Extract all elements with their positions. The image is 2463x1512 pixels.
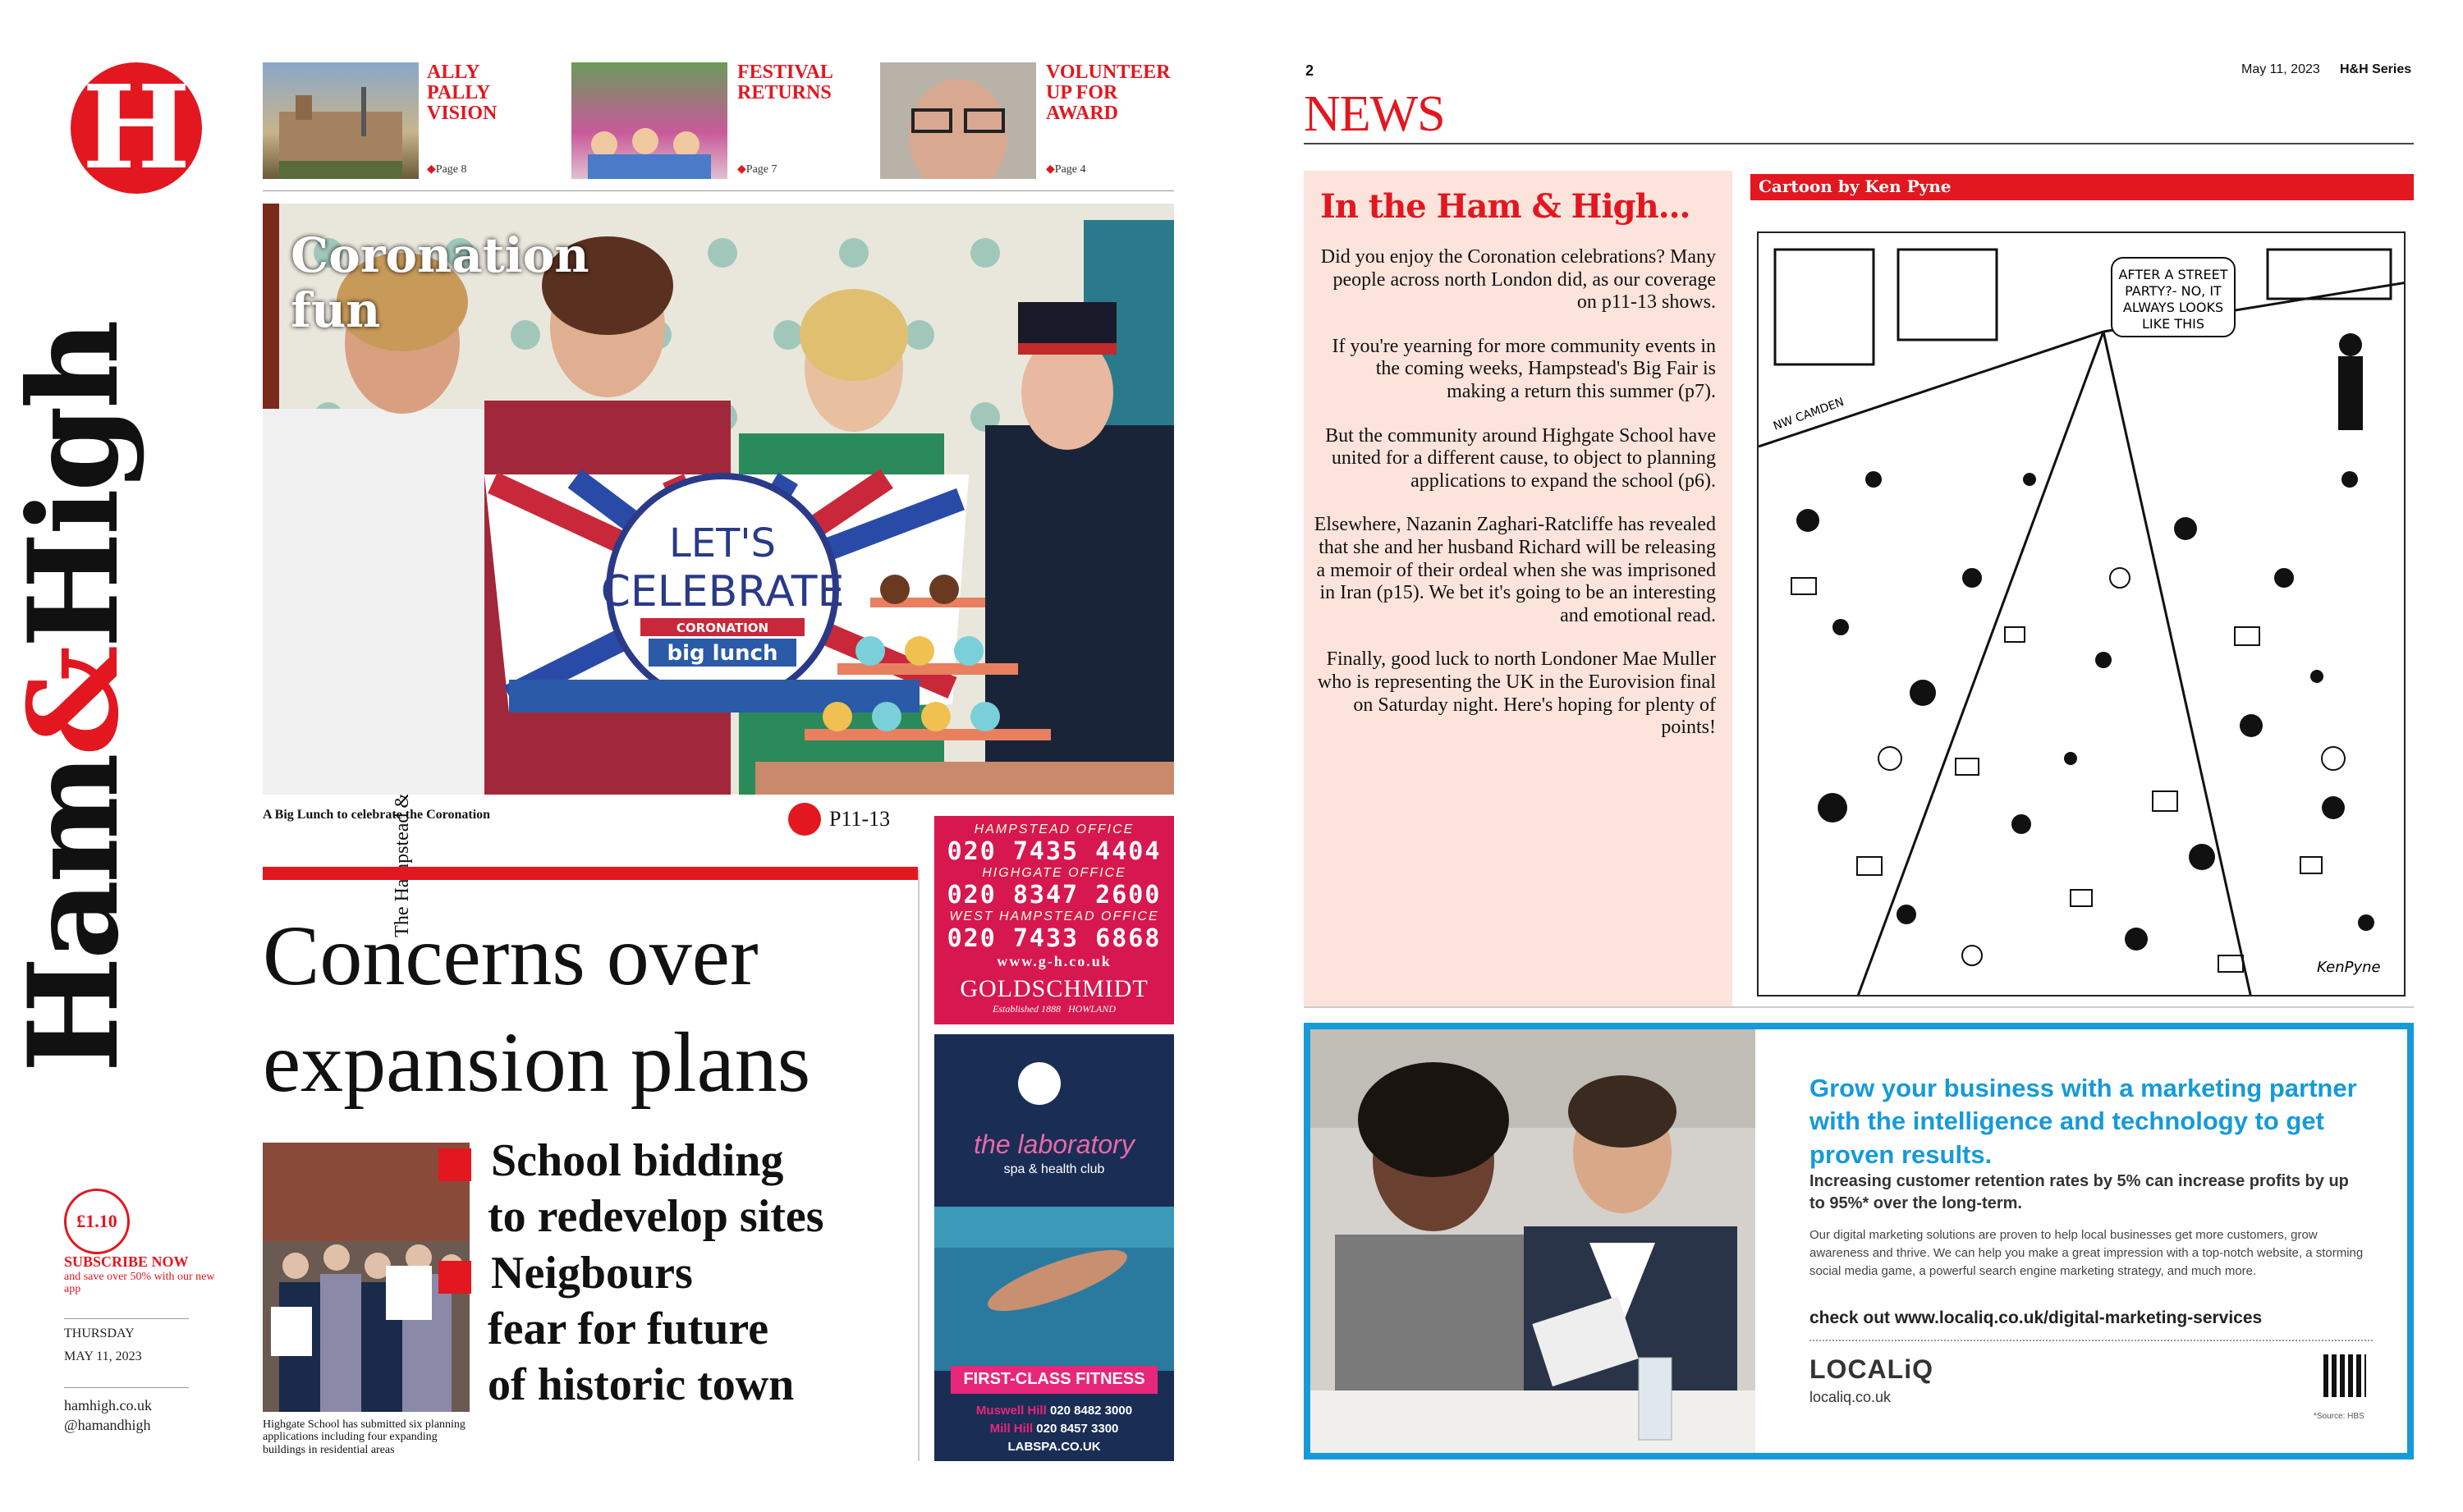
ad-body: Our digital marketing solutions are proven to help local businesses get more customers, grow awareness and thrive. We can help you make a great impression with a top-notch website, a storming social media game, a powerful search engine marketing strategy, and much more.: [1809, 1228, 2364, 1278]
box-paragraph: If you're yearning for more community events in the coming weeks, Hampstead's Big Fair is making a return this summer (p7).: [1332, 335, 1716, 402]
bullet-square-icon: [438, 1148, 471, 1181]
section-rule: [1304, 143, 2414, 144]
cartoon-sign: NW CAMDEN: [1771, 395, 1846, 433]
box-body: [1314, 246, 1716, 761]
banner-line2: CELEBRATE: [600, 567, 845, 616]
box-paragraph: Finally, good luck to north Londoner Mae Muller who is representing the UK in the Eurovision final on Saturday night. Here's hoping for plenty of points!: [1317, 648, 1716, 739]
localiq-logo: LOCALiQ: [1809, 1354, 1933, 1384]
box-title: In the Ham & High...: [1320, 187, 1690, 226]
teaser-image-festival[interactable]: [571, 62, 727, 179]
subscribe-promo[interactable]: [64, 1254, 220, 1296]
masthead-amp: &: [2, 648, 146, 757]
issue-date: MAY 11, 2023: [64, 1349, 142, 1363]
photo-title: Coronation fun: [291, 227, 589, 338]
teaser-page: ◆ Page 7: [737, 163, 777, 176]
website-link[interactable]: hamhigh.co.uk: [64, 1397, 152, 1413]
bubble-line: AFTER A STREET: [2118, 267, 2228, 282]
ad-subheadline: Increasing customer retention rates by 5% can increase profits by up to 95%* over the long-term.: [1809, 1172, 2349, 1212]
box-paragraph: But the community around Highgate School have united for a different cause, to object to planning applications to expand the school (p6).: [1325, 424, 1716, 492]
price-badge: £1.10: [64, 1189, 130, 1254]
ad-established: Established 1888: [992, 1003, 1061, 1015]
bullet-line: to redevelop sites: [488, 1191, 824, 1243]
banner-line3: CORONATION: [676, 621, 769, 635]
divider: [64, 1318, 189, 1319]
cartoon-label: Cartoon by Ken Pyne: [1750, 174, 2414, 200]
bullet-item: Neigbours: [438, 1245, 931, 1301]
cartoon-illustration[interactable]: [1757, 231, 2406, 997]
teaser-title[interactable]: FESTIVAL RETURNS: [737, 62, 833, 104]
localiq-url[interactable]: localiq.co.uk: [1809, 1389, 1892, 1405]
bubble-line: PARTY?- NO, IT: [2125, 283, 2222, 299]
office-label: WEST HAMPSTEAD OFFICE: [949, 909, 1159, 923]
ad-website[interactable]: www.g-h.co.uk: [997, 953, 1112, 969]
page-series: H&H Series: [2340, 62, 2412, 76]
social-handle[interactable]: @hamandhigh: [64, 1417, 151, 1433]
localiq-ad-photo[interactable]: [1310, 1029, 1755, 1453]
banner-line1: LET'S: [668, 520, 777, 566]
divider: [64, 1387, 189, 1388]
banner-line4: big lunch: [667, 641, 778, 666]
lab-website[interactable]: LABSPA.CO.UK: [1007, 1439, 1101, 1454]
bubble-line: ALWAYS LOOKS: [2122, 300, 2224, 315]
section-title: NEWS: [1304, 86, 1445, 142]
ad-divider: [1809, 1340, 2373, 1341]
office-phone[interactable]: 020 7435 4404: [947, 837, 1162, 866]
office-phone[interactable]: 020 7433 6868: [947, 924, 1162, 953]
main-headline[interactable]: Concerns over expansion plans: [263, 909, 811, 1110]
ad-headline: Grow your business with a marketing partner with the intelligence and technology to get proven results.: [1809, 1074, 2357, 1169]
masthead-part2: High: [2, 323, 146, 648]
in-this-issue-box: [1304, 171, 1732, 1006]
page-number: 2: [1305, 62, 1314, 79]
masthead: [0, 323, 148, 1073]
coronation-photo[interactable]: [263, 204, 1174, 795]
bullet-item: School bidding: [438, 1133, 931, 1189]
subscribe-sub: and save over 50% with our new app: [64, 1270, 215, 1296]
bullet-line: fear for future: [488, 1303, 769, 1354]
column-divider: [918, 870, 920, 1461]
divider: [263, 190, 1174, 191]
teaser-page: ◆ Page 4: [1046, 163, 1086, 176]
laboratory-spa-ad[interactable]: [934, 1034, 1174, 1461]
office-label: HAMPSTEAD OFFICE: [974, 822, 1135, 836]
logo-letter: H: [81, 61, 191, 195]
school-photo-caption: Highgate School has submitted six planning applications including four expanding buildings in residential areas: [263, 1418, 466, 1456]
masthead-part1: Ham: [2, 756, 146, 1073]
logo-circle: [71, 62, 202, 194]
teaser-image-volunteer[interactable]: [880, 62, 1036, 179]
lab-name: the laboratory: [974, 1129, 1135, 1159]
cartoon-signature: KenPyne: [2317, 959, 2381, 976]
standfirst-bullets: [488, 1133, 931, 1413]
page-date: May 11, 2023: [2241, 62, 2320, 76]
subscribe-label[interactable]: SUBSCRIBE NOW: [64, 1253, 189, 1270]
teaser-page: ◆ Page 8: [427, 163, 467, 176]
qr-code-icon[interactable]: [2323, 1354, 2366, 1397]
page-ref-label: P11-13: [829, 807, 891, 831]
lab-line[interactable]: Mill Hill 020 8457 3300: [989, 1421, 1119, 1436]
teaser-image-ally-pally[interactable]: [263, 62, 419, 179]
ad-brand2: HOWLAND: [1067, 1003, 1116, 1015]
lab-line[interactable]: Muswell Hill 020 8482 3000: [975, 1404, 1133, 1418]
office-phone[interactable]: 020 8347 2600: [947, 881, 1162, 909]
ad-brand: GOLDSCHMIDT: [960, 975, 1149, 1002]
goldschmidt-ad[interactable]: [934, 816, 1174, 1024]
diamond-icon: [788, 803, 821, 836]
bullet-square-icon: [438, 1261, 471, 1294]
issue-day: THURSDAY: [64, 1326, 135, 1340]
ad-source: *Source: HBS: [2314, 1412, 2364, 1421]
teaser-title[interactable]: ALLY PALLY VISION: [427, 62, 498, 125]
box-paragraph: Did you enjoy the Coronation celebrations? Many people across north London did, as our coverage on p11-13 shows.: [1320, 246, 1716, 314]
red-rule: [263, 867, 918, 880]
office-label: HIGHGATE OFFICE: [982, 866, 1126, 880]
photo-caption: A Big Lunch to celebrate the Coronation: [263, 808, 491, 822]
photo-page-ref[interactable]: [788, 803, 890, 836]
box-paragraph: Elsewhere, Nazanin Zaghari-Ratcliffe has revealed that she and her husband Richard will be releasing a memoir of their ordeal when she was imprisoned in Iran (p15). We bet it's going to be an interesting and emotional read.: [1314, 514, 1716, 626]
teaser-title[interactable]: VOLUNTEER UP FOR AWARD: [1046, 62, 1171, 125]
bubble-line: LIKE THIS: [2142, 316, 2204, 332]
divider: [1304, 1006, 2414, 1008]
page-two: [1232, 0, 2463, 1512]
lab-sub: spa & health club: [1003, 1162, 1105, 1176]
bullet-line: of historic town: [488, 1359, 795, 1411]
ad-link[interactable]: check out www.localiq.co.uk/digital-marketing-services: [1809, 1308, 2263, 1327]
lab-tag: FIRST-CLASS FITNESS: [951, 1366, 1158, 1394]
